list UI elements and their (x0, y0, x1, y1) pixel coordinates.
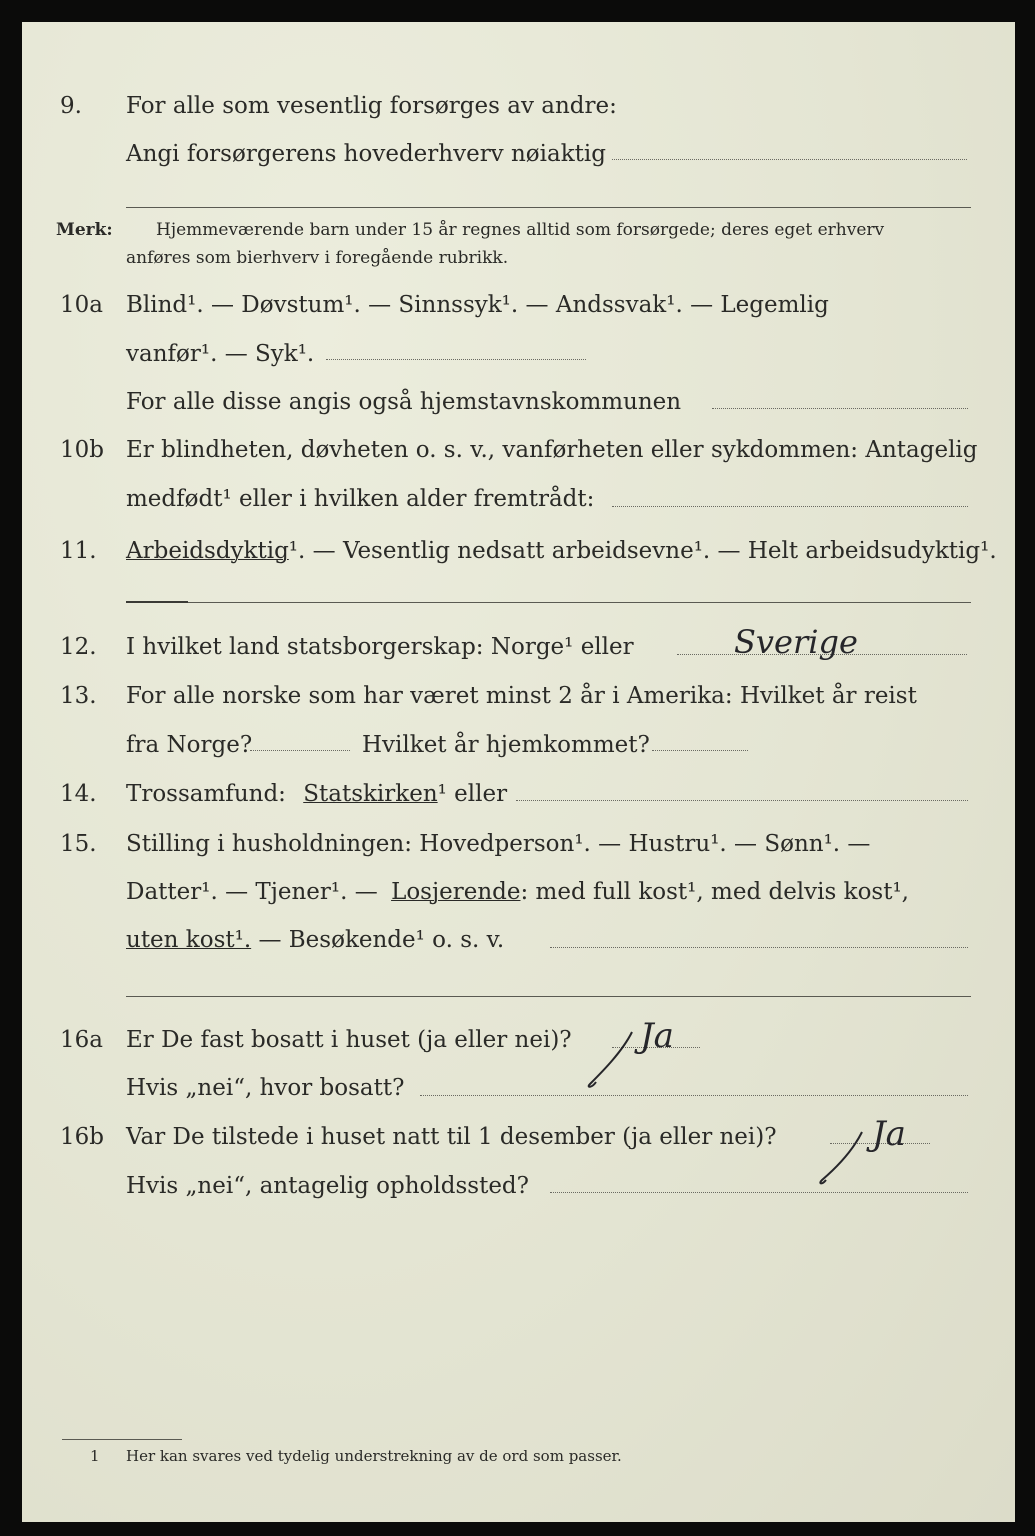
q14-answer-line[interactable] (516, 800, 968, 801)
q11-text (126, 533, 997, 569)
merk-row-2 (22, 246, 1015, 282)
q9-text-1: For alle som vesentlig forsørges av andre: (126, 93, 617, 119)
q12-number: 12. (60, 634, 97, 660)
merk-label: Merk: (56, 220, 113, 240)
q15-text-3 (126, 922, 504, 958)
q16b-row-2 (22, 1168, 1015, 1204)
q14-number: 14. (60, 781, 97, 807)
census-form-page (22, 22, 1015, 1522)
q13-row-1 (22, 678, 1015, 714)
q16b-text-1: Var De tilstede i huset natt til 1 desember (ja eller nei)? (126, 1124, 777, 1150)
q15-selected-option-2[interactable]: uten kost¹. (126, 927, 252, 953)
q16a-number: 16a (60, 1027, 103, 1053)
q15-text-2 (126, 874, 909, 910)
q15-text-2c: : med full kost¹, med delvis kost¹, (520, 879, 909, 905)
q14-text (126, 776, 507, 812)
q15-row-3 (22, 922, 1015, 958)
q15-row-1 (22, 826, 1015, 862)
q13-answer-line-2[interactable] (652, 750, 748, 751)
q10a-row-1 (22, 287, 1015, 323)
q15-separator (126, 996, 971, 997)
footnote-separator (62, 1439, 182, 1440)
q12-handwritten-answer: Sverige (734, 623, 858, 661)
q10b-row-2 (22, 481, 1015, 517)
merk-text-2: anføres som bierhverv i foregående rubrikk. (126, 248, 509, 268)
q11-selected-option[interactable]: Arbeidsdyktig (126, 538, 289, 564)
merk-text-1: Hjemmeværende barn under 15 år regnes alltid som forsørgede; deres eget erhverv (156, 220, 885, 240)
footnote-mark: 1 (90, 1447, 100, 1465)
q16a-row-1 (22, 1022, 1015, 1058)
q9-number: 9. (60, 93, 82, 119)
q15-number: 15. (60, 831, 97, 857)
q14-selected-option[interactable]: Statskirken (303, 781, 438, 807)
q11-short-mark (126, 601, 188, 603)
q15-selected-option-1[interactable]: Losjerende (391, 879, 521, 905)
q16a-text-2: Hvis „nei“, hvor bosatt? (126, 1075, 405, 1101)
q14-row (22, 776, 1015, 812)
q10a-answer-line-2[interactable] (712, 408, 968, 409)
q14-label: Trossamfund: (126, 781, 286, 807)
q16a-handwritten-answer: Ja (640, 1016, 674, 1056)
q10a-row-2 (22, 336, 1015, 372)
q13-text-2a: fra Norge? (126, 732, 253, 758)
q10a-text-3: For alle disse angis også hjemstavnskommunen (126, 389, 682, 415)
q16b-number: 16b (60, 1124, 104, 1150)
footnote-row (22, 1442, 1015, 1470)
q9-row-1 (22, 88, 1015, 124)
q10b-row-1 (22, 432, 1015, 468)
footnote-text: Her kan svares ved tydelig understrekning av de ord som passer. (126, 1447, 622, 1465)
q11-number: 11. (60, 538, 97, 564)
q10a-text-2: vanfør¹. — Syk¹. (126, 341, 315, 367)
q16b-text-2: Hvis „nei“, antagelig opholdssted? (126, 1173, 529, 1199)
q13-text-2b: Hvilket år hjemkommet? (362, 732, 650, 758)
q15-text-2a: Datter¹. — Tjener¹. — (126, 879, 378, 905)
q15-answer-line[interactable] (550, 947, 968, 948)
q13-text-1: For alle norske som har været minst 2 år i Amerika: Hvilket år reist (126, 683, 917, 709)
q9-separator (126, 207, 971, 208)
q9-answer-line[interactable] (612, 159, 967, 160)
q16b-handwritten-answer: Ja (872, 1114, 906, 1154)
q10b-number: 10b (60, 437, 104, 463)
q10a-text-1: Blind¹. — Døvstum¹. — Sinnssyk¹. — Andssvak¹. — Legemlig (126, 292, 829, 318)
q10b-text-1: Er blindheten, døvheten o. s. v., vanførheten eller sykdommen: Antagelig (126, 437, 978, 463)
q12-row (22, 629, 1015, 665)
q11-text-rest: ¹. — Vesentlig nedsatt arbeidsevne¹. — Helt arbeidsudyktig¹. (288, 538, 997, 564)
q15-text-3b: — Besøkende¹ o. s. v. (251, 927, 505, 953)
q16a-text-1: Er De fast bosatt i huset (ja eller nei)? (126, 1027, 572, 1053)
q10a-answer-line-1[interactable] (326, 359, 586, 360)
q14-text-rest: ¹ eller (437, 781, 508, 807)
q16a-row-2 (22, 1070, 1015, 1106)
q11-separator (126, 602, 971, 603)
q12-text: I hvilket land statsborgerskap: Norge¹ eller (126, 634, 634, 660)
q10b-answer-line[interactable] (612, 506, 968, 507)
q16a-answer-line-2[interactable] (420, 1095, 968, 1096)
q10b-text-2: medfødt¹ eller i hvilken alder fremtrådt: (126, 486, 595, 512)
q13-row-2 (22, 727, 1015, 763)
q15-row-2 (22, 874, 1015, 910)
q16b-answer-line-2[interactable] (550, 1192, 968, 1193)
q13-number: 13. (60, 683, 97, 709)
q10a-number: 10a (60, 292, 103, 318)
q9-row-2 (22, 136, 1015, 172)
q13-answer-line-1[interactable] (250, 750, 350, 751)
q15-text-1: Stilling i husholdningen: Hovedperson¹. — Hustru¹. — Sønn¹. — (126, 831, 871, 857)
q10a-row-3 (22, 384, 1015, 420)
q11-row (22, 533, 1015, 569)
q9-text-2: Angi forsørgerens hovederhverv nøiaktig (126, 141, 606, 167)
